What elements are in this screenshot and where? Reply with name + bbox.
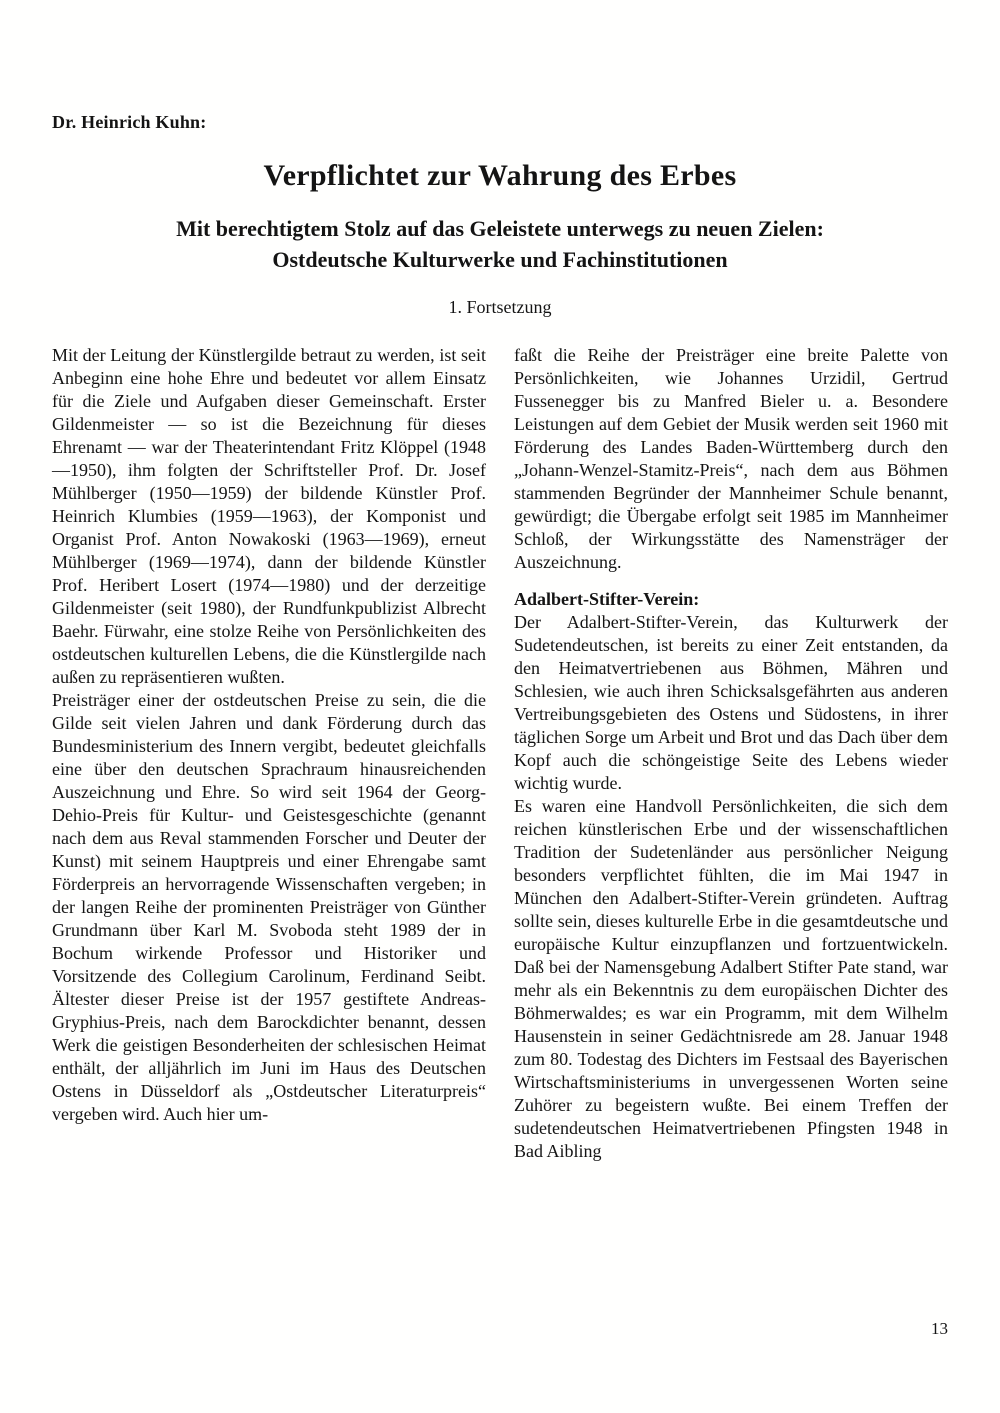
right-column [514, 344, 948, 1163]
subtitle-line-1: Mit berechtigtem Stolz auf das Geleistete unterwegs zu neuen Zielen: [176, 216, 824, 241]
paragraph: Mit der Leitung der Künstlergilde betraut zu werden, ist seit Anbeginn eine hohe Ehre und bedeutet vor allem Einsatz für die Ziele und Aufgaben dieser Gemeinschaft. Erster Gildenmeister — so ist die Bezeichnung für dieses Ehrenamt — war der Theaterintendant Fritz Klöppel (1948—1950), ihm folgten der Schriftsteller Prof. Dr. Josef Mühlberger (1950—1959) der bildende Künstler Prof. Heinrich Klumbies (1959—1963), der Komponist und Organist Prof. Anton Nowakoski (1963—1969), erneut Mühlberger (1969—1974), dann der bildende Künstler Prof. Heribert Losert (1974—1980) und der derzeitige Gildenmeister (seit 1980), der Rundfunkpublizist Albrecht Baehr. Fürwahr, eine stolze Reihe von Persönlichkeiten des ostdeutschen kulturellen Lebens, die die Künstlergilde nach außen zu repräsentieren wußten. [52, 345, 486, 687]
text-columns [52, 344, 948, 1163]
page-subtitle [52, 213, 948, 275]
paragraph: faßt die Reihe der Preisträger eine breite Palette von Persönlichkeiten, wie Johannes Urzidil, Gertrud Fussenegger bis zu Manfred Bieler u. a. Besondere Leistungen auf dem Gebiet der Musik werden seit 1960 mit Förderung des Landes Baden-Württemberg durch den „Johann-Wenzel-Stamitz-Preis“, nach dem aus Böhmen stammenden Begründer der Mannheimer Schule benannt, gewürdigt; die Übergabe erfolgt seit 1985 im Mannheimer Schloß, der Wirkungsstätte des Namensträger der Auszeichnung. [514, 345, 948, 572]
paragraph: Es waren eine Handvoll Persönlichkeiten, die sich dem reichen künstlerischen Erbe und der wissenschaftlichen Tradition der Sudetenländer aus persönlicher Neigung besonders verpflichtet fühlten, die im Mai 1947 in München den Adalbert-Stifter-Verein gründeten. Auftrag sollte sein, dieses kulturelle Erbe in die gesamtdeutsche und europäische Kultur einzupflanzen und fortzuentwickeln. Daß bei der Namensgebung Adalbert Stifter Pate stand, war mehr als ein Bekenntnis zu dem europäischen Dichter des Böhmerwaldes; es war ein Programm, mit dem Wilhelm Hausenstein in seiner Gedächtnisrede am 28. Januar 1948 zum 80. Todestag des Dichters im Festsaal des Bayerischen Wirtschaftsministeriums in unvergessenen Worten seine Zuhörer zu begeistern wußte. Bei einem Treffen der sudetendeutschen Heimatvertriebenen Pfingsten 1948 in Bad Aibling [514, 796, 948, 1161]
section-heading: Adalbert-Stifter-Verein: [514, 589, 700, 609]
continuation-label: 1. Fortsetzung [448, 297, 552, 317]
page-number: 13 [931, 1319, 948, 1338]
author-line: Dr. Heinrich Kuhn: [52, 112, 207, 132]
paragraph: Der Adalbert-Stifter-Verein, das Kulturwerk der Sudetendeutschen, ist bereits zu einer Zeit entstanden, da den Heimatvertriebenen aus Böhmen, Mähren und Schlesien, wie auch ihren Schicksalsgefährten aus anderen Vertreibungsgebieten des Ostens und Südostens, in ihrer täglichen Sorge um Arbeit und Brot und das Dach über dem Kopf auch die schöngeistige Seite des Lebens wieder wichtig wurde. [514, 612, 948, 793]
left-column [52, 344, 486, 1163]
subtitle-line-2: Ostdeutsche Kulturwerke und Fachinstitutionen [272, 247, 728, 272]
paragraph: Preisträger einer der ostdeutschen Preise zu sein, die die Gilde seit vielen Jahren und dank Förderung durch das Bundesministerium des Innern vergibt, bedeutet gleichfalls eine über den deutschen Sprachraum hinausreichenden Auszeichnung und Ehre. So wird seit 1964 der Georg-Dehio-Preis für Kultur- und Geistesgeschichte (genannt nach dem aus Reval stammenden Forscher und Deuter der Kunst) mit seinem Hauptpreis und einer Ehrengabe samt Förderpreis an hervorragende Wissenschaften vergeben; in der langen Reihe der prominenten Preisträger von Günther Grundmann über Karl M. Svoboda steht 1989 der in Bochum wirkende Professor und Historiker und Vorsitzende des Collegium Carolinum, Ferdinand Seibt. Ältester dieser Preise ist der 1957 gestiftete Andreas-Gryphius-Preis, nach dem Barockdichter benannt, dessen Werk die geistigen Besonderheiten der schlesischen Heimat enthält, der alljährlich im Juni im Haus des Deutschen Ostens in Düsseldorf als „Ostdeutscher Literaturpreis“ vergeben wird. Auch hier um- [52, 690, 486, 1124]
page-title: Verpflichtet zur Wahrung des Erbes [263, 159, 737, 192]
